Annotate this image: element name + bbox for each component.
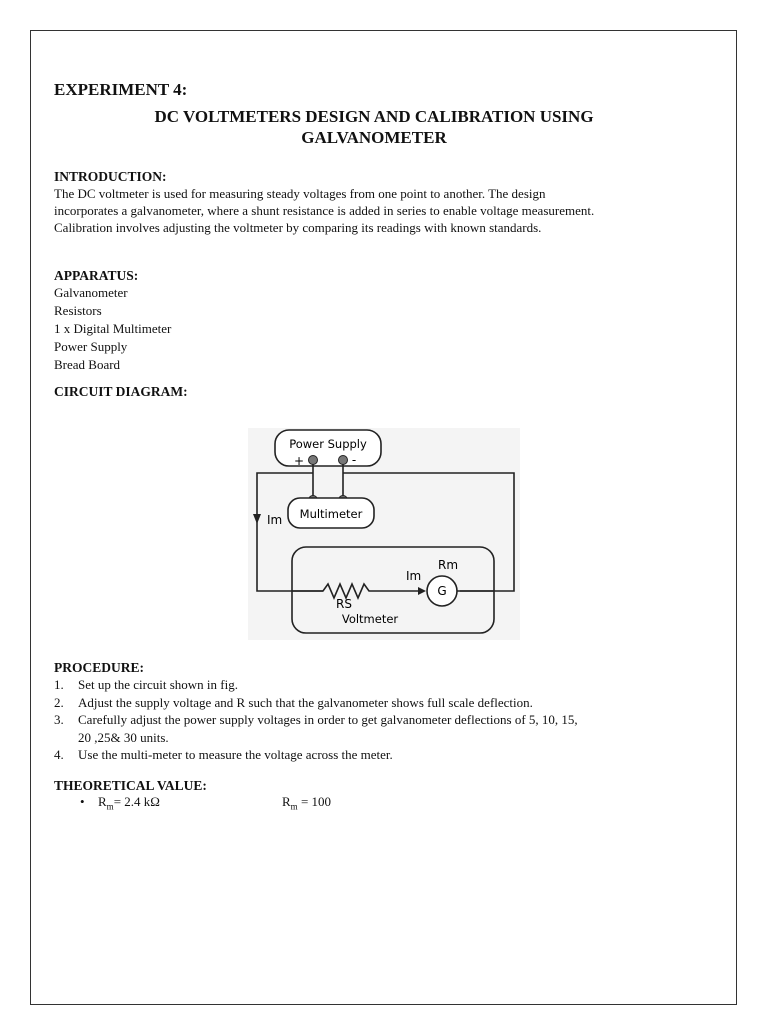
minus-sign: - [351,453,357,467]
apparatus-item: Power Supply [54,339,128,354]
theoretical-value-2 [282,794,331,812]
procedure-step [54,711,694,746]
apparatus-heading: APPARATUS: [54,268,139,283]
step-number: 1. [54,677,64,692]
document-content [54,80,694,400]
step-text: Set up the circuit shown in fig. [78,677,238,692]
intro-line-1: The DC voltmeter is used for measuring steady voltages from one point to another. The design [54,186,546,201]
theoretical-value-row [54,794,694,812]
step-number: 4. [54,747,64,762]
intro-line-3: Calibration involves adjusting the voltmeter by comparing its readings with known standards. [54,220,542,235]
title-line-1: DC VOLTMETERS DESIGN AND CALIBRATION USING [154,107,594,126]
galvanometer-label: G [437,584,447,598]
plus-sign: + [293,454,305,468]
circuit-diagram-heading: CIRCUIT DIAGRAM: [54,384,188,399]
m-subscript: m [290,801,298,812]
apparatus-list [54,284,694,374]
voltmeter-label: Voltmeter [341,612,399,626]
procedure-step [54,746,694,764]
rm-label: Rm [438,558,459,572]
apparatus-item: 1 x Digital Multimeter [54,321,172,336]
apparatus-item: Bread Board [54,357,121,372]
procedure-heading: PROCEDURE: [54,660,144,675]
value-text: = 2.4 kΩ [113,793,160,809]
circuit-diagram [248,428,520,640]
im-label-main: Im [267,513,283,527]
step-text: Adjust the supply voltage and R such that the galvanometer shows full scale deflection. [78,694,533,710]
experiment-number: EXPERIMENT 4: [54,80,188,99]
apparatus-item: Resistors [54,303,102,318]
power-supply-label: Power Supply [289,437,367,451]
theoretical-value-heading: THEORETICAL VALUE: [54,777,207,793]
step-text: 20 ,25& 30 units. [78,729,169,745]
procedure-step [54,694,694,712]
title-line-2: GALVANOMETER [301,128,447,147]
apparatus-item: Galvanometer [54,285,128,300]
procedure-list [54,676,694,764]
theoretical-value-1 [98,794,160,812]
step-text: Use the multi-meter to measure the voltage across the meter. [78,747,393,762]
step-text: Carefully adjust the power supply voltages in order to get galvanometer deflections of 5, 10, 15, [78,712,578,727]
step-number: 2. [54,694,64,710]
value-text: = 100 [297,793,332,809]
introduction-heading: INTRODUCTION: [54,169,167,184]
step-number: 3. [54,712,64,727]
document-title [54,106,694,148]
rs-label: RS [336,597,352,611]
im-label-inner: Im [406,569,422,583]
r-symbol: R [282,793,291,809]
positive-terminal [309,456,318,465]
multimeter-label: Multimeter [299,507,363,521]
procedure-section [54,660,694,812]
r-symbol: R [98,793,107,809]
bullet: • [80,793,85,809]
m-subscript: m [106,801,114,812]
intro-line-2: incorporates a galvanometer, where a shunt resistance is added in series to enable voltage measurement. [54,203,595,218]
negative-terminal [339,456,348,465]
procedure-step [54,676,694,694]
introduction-text [54,185,694,236]
